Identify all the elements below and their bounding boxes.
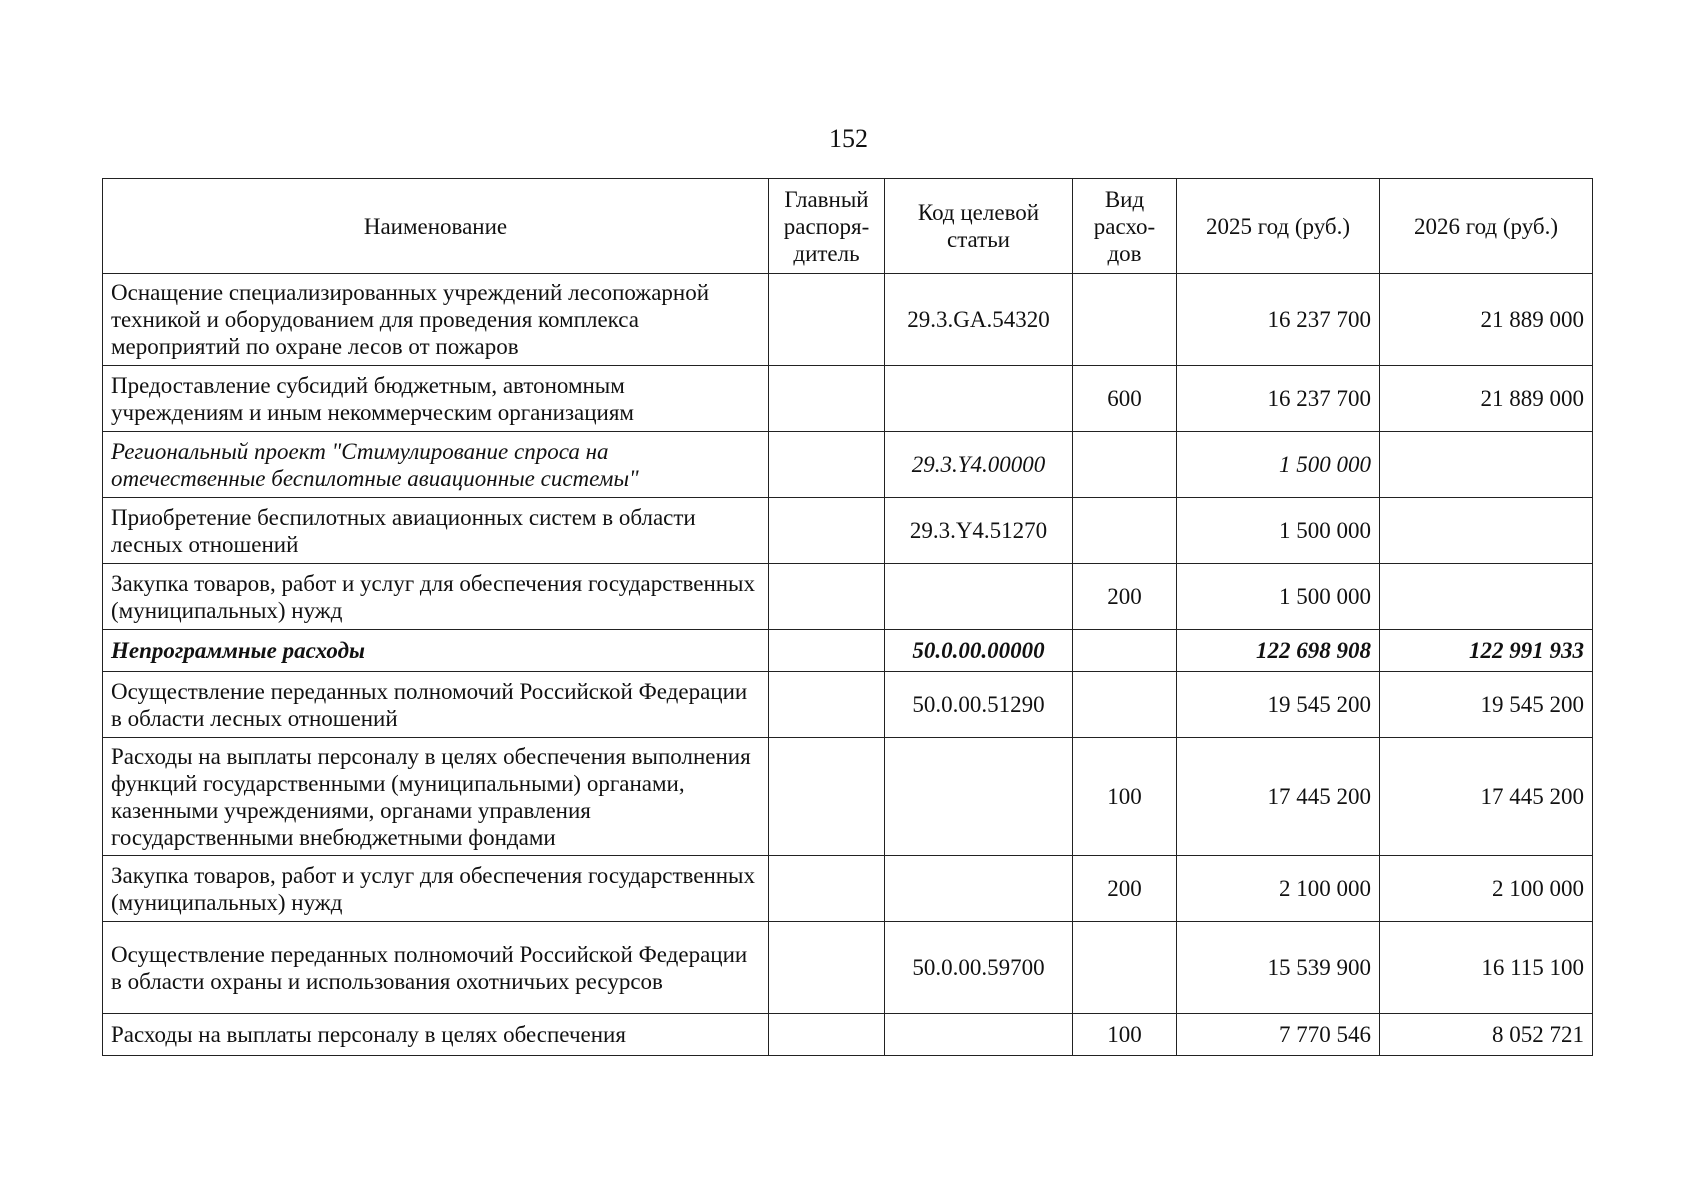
cell-code: 29.3.Y4.00000 (885, 432, 1073, 498)
table-header-row (103, 179, 1593, 274)
cell-y2026: 19 545 200 (1380, 672, 1593, 738)
table-row (103, 366, 1593, 432)
page-number: 152 (829, 124, 868, 153)
cell-y2025: 122 698 908 (1177, 630, 1380, 672)
cell-name: Закупка товаров, работ и услуг для обеспечения государственных (муниципальных) нужд (103, 856, 769, 922)
cell-name: Приобретение беспилотных авиационных систем в области лесных отношений (103, 498, 769, 564)
cell-code (885, 738, 1073, 856)
cell-y2026 (1380, 564, 1593, 630)
cell-name: Расходы на выплаты персоналу в целях обеспечения (103, 1014, 769, 1056)
cell-y2026: 8 052 721 (1380, 1014, 1593, 1056)
cell-y2026: 17 445 200 (1380, 738, 1593, 856)
cell-code (885, 1014, 1073, 1056)
header-code: Код целевой статьи (885, 179, 1073, 274)
cell-kind: 200 (1073, 856, 1177, 922)
table-row (103, 498, 1593, 564)
cell-name: Оснащение специализированных учреждений лесопожарной техникой и оборудованием для проведения комплекса мероприятий по охране лесов от пожаров (103, 274, 769, 366)
cell-kind (1073, 274, 1177, 366)
table-row (103, 432, 1593, 498)
header-2025: 2025 год (руб.) (1177, 179, 1380, 274)
cell-code (885, 366, 1073, 432)
cell-kind: 100 (1073, 738, 1177, 856)
cell-code: 50.0.00.00000 (885, 630, 1073, 672)
cell-grbs (769, 630, 885, 672)
cell-y2026: 122 991 933 (1380, 630, 1593, 672)
cell-kind: 600 (1073, 366, 1177, 432)
cell-y2025: 16 237 700 (1177, 366, 1380, 432)
cell-grbs (769, 922, 885, 1014)
cell-y2026 (1380, 432, 1593, 498)
cell-y2025: 2 100 000 (1177, 856, 1380, 922)
cell-kind (1073, 432, 1177, 498)
cell-y2025: 17 445 200 (1177, 738, 1380, 856)
cell-kind (1073, 922, 1177, 1014)
cell-kind (1073, 498, 1177, 564)
cell-y2026 (1380, 498, 1593, 564)
cell-name: Непрограммные расходы (103, 630, 769, 672)
cell-grbs (769, 672, 885, 738)
header-2026: 2026 год (руб.) (1380, 179, 1593, 274)
cell-name: Осуществление переданных полномочий Российской Федерации в области лесных отношений (103, 672, 769, 738)
table-row (103, 672, 1593, 738)
table-row (103, 738, 1593, 856)
cell-grbs (769, 738, 885, 856)
header-kind: Вид расхо-дов (1073, 179, 1177, 274)
cell-code: 29.3.GA.54320 (885, 274, 1073, 366)
cell-code: 29.3.Y4.51270 (885, 498, 1073, 564)
table-row (103, 564, 1593, 630)
cell-grbs (769, 1014, 885, 1056)
table-body (103, 274, 1593, 1056)
cell-name: Предоставление субсидий бюджетным, автономным учреждениям и иным некоммерческим организациям (103, 366, 769, 432)
cell-grbs (769, 432, 885, 498)
header-grbs: Главный распоря-дитель (769, 179, 885, 274)
table-row (103, 922, 1593, 1014)
cell-y2025: 15 539 900 (1177, 922, 1380, 1014)
cell-name: Осуществление переданных полномочий Российской Федерации в области охраны и использования охотничьих ресурсов (103, 922, 769, 1014)
table-row (103, 274, 1593, 366)
table-row (103, 630, 1593, 672)
cell-y2025: 1 500 000 (1177, 564, 1380, 630)
budget-table (102, 178, 1593, 1056)
cell-kind (1073, 630, 1177, 672)
cell-grbs (769, 498, 885, 564)
cell-kind: 200 (1073, 564, 1177, 630)
cell-grbs (769, 564, 885, 630)
cell-name: Региональный проект "Стимулирование спроса на отечественные беспилотные авиационные системы" (103, 432, 769, 498)
cell-code: 50.0.00.59700 (885, 922, 1073, 1014)
cell-y2026: 16 115 100 (1380, 922, 1593, 1014)
cell-code (885, 856, 1073, 922)
table-row (103, 856, 1593, 922)
cell-name: Расходы на выплаты персоналу в целях обеспечения выполнения функций государственными (муниципальными) органами, казенными учреждениями, органами управления государственными внебюджетными фондами (103, 738, 769, 856)
table-row (103, 1014, 1593, 1056)
cell-y2025: 7 770 546 (1177, 1014, 1380, 1056)
cell-kind: 100 (1073, 1014, 1177, 1056)
header-name: Наименование (103, 179, 769, 274)
cell-code: 50.0.00.51290 (885, 672, 1073, 738)
cell-y2026: 21 889 000 (1380, 366, 1593, 432)
cell-y2025: 16 237 700 (1177, 274, 1380, 366)
cell-y2025: 1 500 000 (1177, 432, 1380, 498)
cell-y2026: 21 889 000 (1380, 274, 1593, 366)
cell-grbs (769, 274, 885, 366)
cell-grbs (769, 856, 885, 922)
cell-name: Закупка товаров, работ и услуг для обеспечения государственных (муниципальных) нужд (103, 564, 769, 630)
cell-code (885, 564, 1073, 630)
cell-y2026: 2 100 000 (1380, 856, 1593, 922)
cell-y2025: 19 545 200 (1177, 672, 1380, 738)
cell-y2025: 1 500 000 (1177, 498, 1380, 564)
cell-kind (1073, 672, 1177, 738)
cell-grbs (769, 366, 885, 432)
